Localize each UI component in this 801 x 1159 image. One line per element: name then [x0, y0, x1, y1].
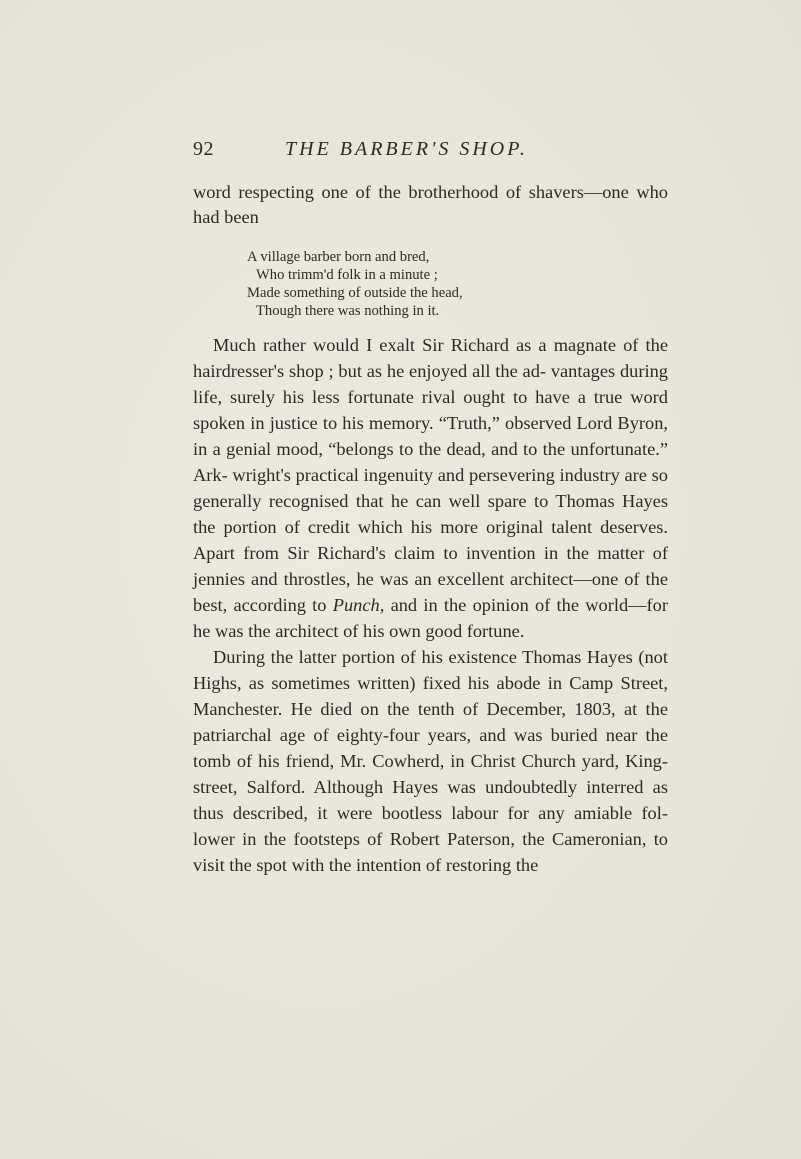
- italic-title-punch: Punch,: [332, 595, 385, 615]
- verse-line: Made something of outside the head,: [247, 285, 463, 301]
- paragraph-text: and in the opinion of the world—for he was the architect of his own good fortune.: [193, 595, 668, 641]
- running-head: THE BARBER'S SHOP.: [285, 138, 528, 160]
- verse-quote: [193, 248, 668, 320]
- paragraph: [193, 332, 668, 644]
- paragraph: During the latter portion of his existence Thomas Hayes (not Highs, as sometimes written) fixed his abode in Camp Street, Manchester. He died on the tenth of December, 1803, at the patriarchal age of eighty-four years, and was buried near the tomb of his friend, Mr. Cowherd, in Christ Church yard, King-street, Salford. Although Hayes was undoubtedly interred as thus described, it were bootless labour for any amiable fol- lower in the footsteps of Robert Paterson, the Cameronian, to visit the spot with the intention of restoring the: [193, 647, 668, 875]
- paragraph-text: Much rather would I exalt Sir Richard as a magnate of the hairdresser's shop ; but as he enjoyed all the ad- vantages during life, surely his less fortunate rival ought to have a true word spoken in justice to his memory. “Truth,” observed Lord Byron, in a genial mood, “belongs to the dead, and to the unfortunate.” Ark- wright's practical ingenuity and persevering industry are so generally recognised that he can well spare to Thomas Hayes the portion of credit which his more original talent deserves. Apart from Sir Richard's claim to invention in the matter of jennies and throstles, he was an excellent architect—one of the best, according to: [193, 335, 668, 615]
- verse-line: A village barber born and bred,: [247, 249, 430, 265]
- verse-line: Though there was nothing in it.: [256, 303, 440, 319]
- intro-paragraph: word respecting one of the brotherhood of shavers—one who had been: [193, 182, 668, 227]
- body-text: [193, 180, 668, 878]
- verse-line: Who trimm'd folk in a minute ;: [256, 267, 438, 283]
- page-number: 92: [193, 138, 214, 160]
- page-header: [193, 138, 673, 166]
